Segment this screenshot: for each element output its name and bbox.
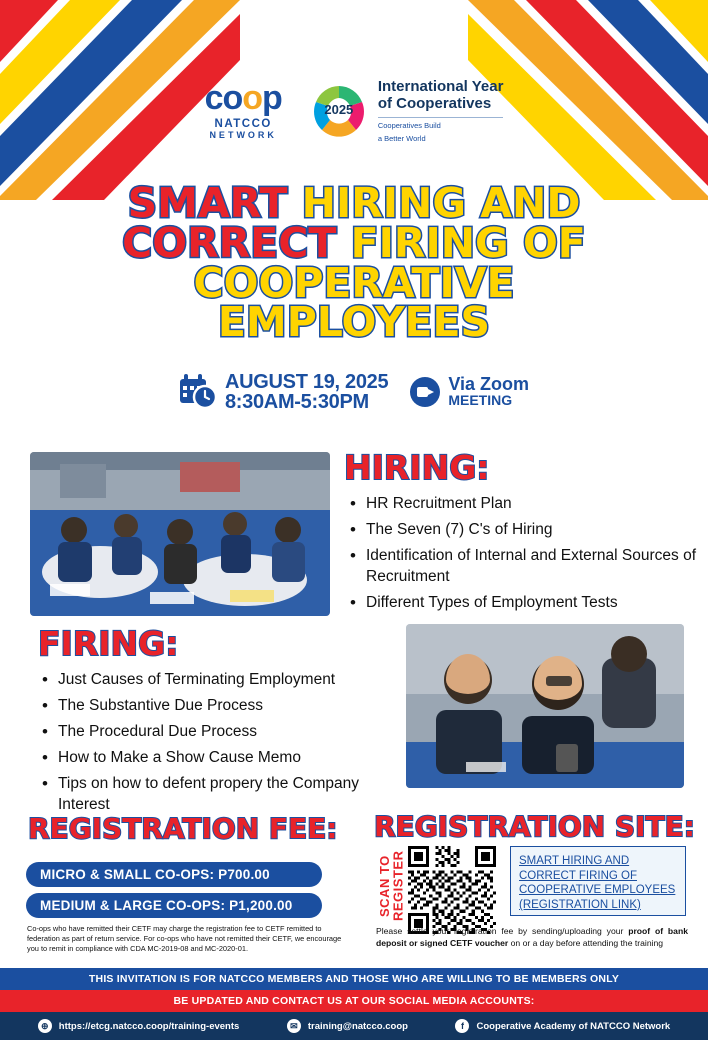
- facebook-label: Cooperative Academy of NATCCO Network: [476, 1020, 671, 1032]
- contact-website[interactable]: [38, 1019, 240, 1033]
- contact-email[interactable]: [287, 1019, 408, 1033]
- list-item: • How to Make a Show Cause Memo: [40, 748, 400, 769]
- list-item: • HR Recruitment Plan: [348, 494, 696, 515]
- payment-note-bold: proof of bank deposit or signed CETF voucher: [376, 926, 688, 948]
- payment-note-part2: on or a day before attending the training: [508, 937, 664, 948]
- event-time: 8:30AM-5:30PM: [224, 391, 369, 413]
- calendar-icon-svg: [179, 374, 217, 410]
- training-photo-2-graphic: [406, 624, 684, 788]
- event-date-block: [179, 372, 388, 412]
- list-item: • The Substantive Due Process: [40, 696, 400, 717]
- title-word-correct: CORRECT: [122, 218, 337, 267]
- list-item: • The Seven (7) C's of Hiring: [348, 520, 696, 541]
- title-word-smart: SMART: [127, 179, 288, 227]
- firing-topics-list: [40, 670, 400, 821]
- social-media-prompt-bar: BE UPDATED AND CONTACT US AT OUR SOCIAL MEDIA ACCOUNTS:: [0, 990, 708, 1012]
- training-photo-1: [30, 452, 330, 616]
- natcco-label: NATCCO: [214, 118, 272, 131]
- natcco-coop-logo: [205, 81, 282, 140]
- header-logos: [0, 78, 708, 143]
- registration-site-heading: REGISTRATION SITE:: [374, 810, 695, 843]
- list-item: • Just Causes of Terminating Employment: [40, 670, 400, 691]
- list-item: • Different Types of Employment Tests: [348, 593, 696, 614]
- iyc-tagline-line2: a Better World: [377, 133, 426, 143]
- calendar-clock-icon: [179, 374, 217, 410]
- training-photo-2: [406, 624, 684, 788]
- coop-letter-c: c: [204, 79, 223, 118]
- hiring-topics-list: [348, 494, 696, 619]
- invitation-notice-bar: THIS INVITATION IS FOR NATCCO MEMBERS AND THOSE WHO ARE WILLING TO BE MEMBERS ONLY: [0, 968, 708, 990]
- event-platform-block: [410, 375, 529, 408]
- email-icon: ✉: [287, 1019, 301, 1033]
- facebook-icon: f: [455, 1019, 469, 1033]
- cetf-note: Co-ops who have remitted their CETF may charge the registration fee to CETF remitted to federation as part of return service. For co-ops who have not remitted their CETF, we encourage you to remit in compliance with CDA MC-2019-08 and MC-2020-01.: [27, 924, 342, 953]
- event-platform-text: [448, 375, 529, 408]
- registration-link[interactable]: SMART HIRING AND CORRECT FIRING OF COOPERATIVE EMPLOYEES (REGISTRATION LINK): [510, 846, 686, 916]
- qr-code-svg: [408, 846, 496, 934]
- payment-note-part1: Please settle your registration fee by sending/uploading your: [376, 926, 629, 936]
- fee-tier-medium-large: MEDIUM & LARGE CO-OPS: P1,200.00: [26, 893, 322, 918]
- iyc-year: 2025: [324, 101, 354, 117]
- fee-tier-micro-small: MICRO & SMALL CO-OPS: P700.00: [26, 862, 322, 887]
- coop-letter-p: p: [262, 79, 282, 118]
- video-camera-icon: [410, 377, 440, 407]
- iyc-emblem-icon: [308, 82, 370, 140]
- registration-fee-heading: REGISTRATION FEE:: [28, 812, 338, 845]
- coop-wordmark: [204, 79, 282, 118]
- title-line-4: [0, 298, 708, 347]
- event-date: AUGUST 19, 2025: [224, 371, 389, 393]
- training-photo-1-graphic: [30, 452, 330, 616]
- event-date-text: [225, 372, 388, 412]
- coop-letter-o1: o: [222, 79, 243, 118]
- iyc-title-line2: of Cooperatives: [377, 95, 492, 113]
- list-item: • Tips on how to defent propery the Company Interest: [40, 774, 400, 816]
- email-label: training@natcco.coop: [307, 1020, 408, 1032]
- website-label: https://etcg.natcco.coop/training-events: [58, 1020, 240, 1032]
- title-word-cooperative: COOPERATIVE: [193, 258, 515, 307]
- iyc-text-block: [378, 78, 504, 143]
- title-word-employees: EMPLOYEES: [217, 298, 491, 347]
- international-year-cooperatives-logo: [308, 78, 504, 143]
- network-label: NETWORK: [209, 130, 277, 141]
- title-word-firing-of: FIRING OF: [350, 218, 586, 267]
- platform-type: MEETING: [448, 392, 513, 409]
- qr-code-icon[interactable]: [408, 846, 496, 934]
- contact-bar: [0, 1012, 708, 1040]
- contact-facebook[interactable]: [455, 1019, 670, 1033]
- globe-icon: ⊕: [38, 1019, 52, 1033]
- iyc-tagline-line1: Cooperatives Build: [378, 117, 504, 130]
- list-item: • Identification of Internal and External Sources of Recruitment: [348, 546, 696, 588]
- iyc-title-line1: International Year: [377, 78, 504, 95]
- page-title: [0, 179, 708, 347]
- list-item: • The Procedural Due Process: [40, 722, 400, 743]
- event-meta-row: [0, 372, 708, 412]
- platform-name: Via Zoom: [448, 374, 530, 395]
- scan-to-register-label: SCAN TO REGISTER: [377, 850, 406, 922]
- coop-letter-o2: o: [242, 79, 263, 118]
- payment-instruction-note: [376, 926, 688, 949]
- hiring-heading: HIRING:: [344, 448, 490, 487]
- firing-heading: FIRING:: [38, 624, 179, 663]
- title-word-hiring-and: HIRING AND: [301, 179, 581, 227]
